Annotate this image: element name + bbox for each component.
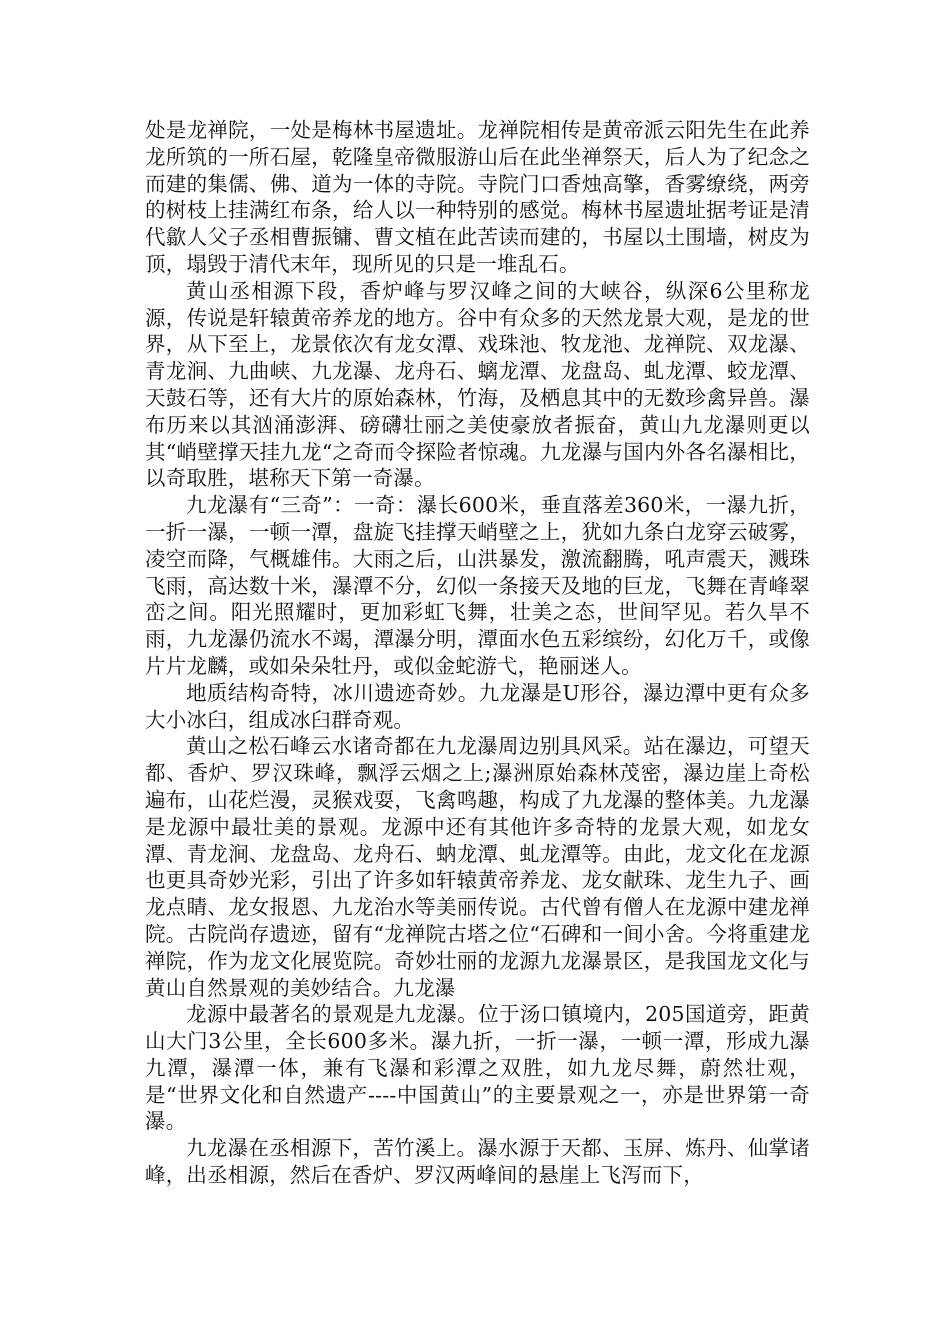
paragraph-location: 龙源中最著名的景观是九龙瀑。位于汤口镇境内，205国道旁，距黄山大门3公里，全长600多米。瀑九折，一折一瀑，一顿一潭，形成九瀑九潭，瀑潭一体，兼有飞瀑和彩潭之双胜，如九龙尽舞，蔚然壮观，是“世界文化和自然遗产----中国黄山”的主要景观之一，亦是世界第一奇瀑。 [145,1002,810,1134]
paragraph-source: 九龙瀑在丞相源下，苦竹溪上。瀑水源于天都、玉屏、炼丹、仙掌诸峰，出丞相源，然后在香炉、罗汉两峰间的悬崖上飞泻而下， [145,1136,810,1188]
paragraph-three-wonders: 九龙瀑有“三奇”：一奇：瀑长600米，垂直落差360米，一瀑九折，一折一瀑，一顿一潭，盘旋飞挂撑天峭壁之上，犹如九条白龙穿云破雾，凌空而降，气概雄伟。大雨之后，山洪暴发，激流翻腾，吼声震天，溅珠飞雨，高达数十米，瀑潭不分，幻似一条接天及地的巨龙，飞舞在青峰翠峦之间。阳光照耀时，更加彩虹飞舞，壮美之态，世间罕见。若久旱不雨，九龙瀑仍流水不竭，潭瀑分明，潭面水色五彩缤纷，幻化万千，或像片片龙麟，或如朵朵牡丹，或似金蛇游弋，艳丽迷人。 [145,493,810,678]
document-body [145,117,810,1189]
paragraph-dragon-culture: 黄山之松石峰云水诸奇都在九龙瀑周边别具风采。站在瀑边，可望天都、香炉、罗汉珠峰，飘浮云烟之上;瀑洲原始森林茂密，瀑边崖上奇松遍布，山花烂漫，灵猴戏耍，飞禽鸣趣，构成了九龙瀑的整体美。九龙瀑是龙源中最壮美的景观。龙源中还有其他许多奇特的龙景大观，如龙女潭、青龙涧、龙盘岛、龙舟石、蚋龙潭、虬龙潭等。由此，龙文化在龙源也更具奇妙光彩，引出了许多如轩辕黄帝养龙、龙女献珠、龙生九子、画龙点睛、龙女报恩、九龙治水等美丽传说。古代曾有僧人在龙源中建龙禅院。古院尚存遗迹，留有“龙禅院古塔之位“石碑和一间小舍。今将重建龙禅院，作为龙文化展览院。奇妙壮丽的龙源九龙瀑景区，是我国龙文化与黄山自然景观的美妙结合。九龙瀑 [145,734,810,1000]
paragraph-longyuan: 黄山丞相源下段，香炉峰与罗汉峰之间的大峡谷，纵深6公里称龙源，传说是轩辕黄帝养龙的地方。谷中有众多的天然龙景大观，是龙的世界，从下至上，龙景依次有龙女潭、戏珠池、牧龙池、龙禅院、双龙瀑、青龙涧、九曲峡、九龙瀑、龙舟石、螭龙潭、龙盘岛、虬龙潭、蛟龙潭、天鼓石等，还有大片的原始森林，竹海，及栖息其中的无数珍禽异兽。瀑布历来以其汹涌澎湃、磅礴壮丽之美使豪放者振奋，黄山九龙瀑则更以其“峭壁撑天挂九龙“之奇而令探险者惊魂。九龙瀑与国内外各名瀑相比，以奇取胜，堪称天下第一奇瀑。 [145,278,810,491]
paragraph-longchanyuan: 处是龙禅院，一处是梅林书屋遗址。龙禅院相传是黄帝派云阳先生在此养龙所筑的一所石屋，乾隆皇帝微服游山后在此坐禅祭天，后人为了纪念之而建的集儒、佛、道为一体的寺院。寺院门口香烛高擎，香雾缭绕，两旁的树枝上挂满红布条，给人以一种特别的感觉。梅林书屋遗址据考证是清代歙人父子丞相曹振镛、曹文植在此苦读而建的，书屋以土围墙，树皮为顶，塌毁于清代末年，现所见的只是一堆乱石。 [145,118,810,276]
paragraph-geology: 地质结构奇特，冰川遗迹奇妙。九龙瀑是U形谷，瀑边潭中更有众多大小冰臼，组成冰臼群奇观。 [145,680,810,732]
